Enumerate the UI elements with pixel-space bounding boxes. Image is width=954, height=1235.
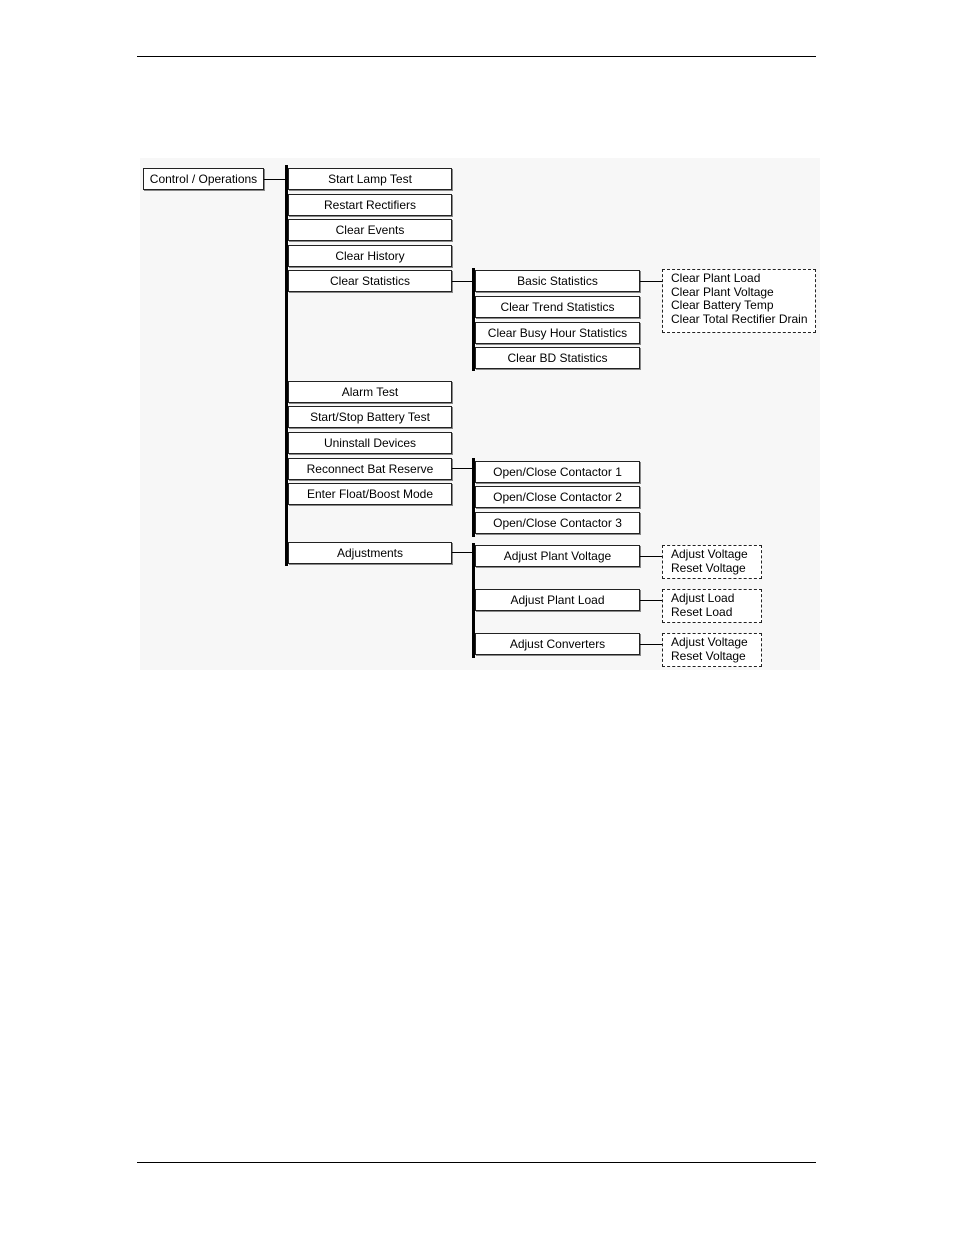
node-label: Open/Close Contactor 1 bbox=[493, 465, 622, 479]
node-clear-busy-hour-statistics bbox=[475, 322, 640, 344]
node-label: Clear Busy Hour Statistics bbox=[487, 326, 628, 340]
detail-item: Clear Battery Temp bbox=[671, 298, 774, 312]
connector-root bbox=[264, 179, 286, 180]
node-label: Restart Rectifiers bbox=[323, 198, 417, 212]
node-adjust-converters bbox=[475, 633, 640, 655]
detail-item: Clear Plant Load bbox=[671, 271, 761, 285]
details-adjust-plant-load bbox=[662, 589, 762, 623]
connector-adjustments bbox=[452, 552, 473, 553]
detail-item: Clear Plant Voltage bbox=[671, 284, 774, 299]
node-alarm-test bbox=[288, 381, 452, 403]
node-label: Adjustments bbox=[336, 546, 404, 560]
node-enter-float-boost-mode bbox=[288, 483, 452, 505]
details-basic-statistics bbox=[662, 269, 816, 333]
node-label: Control / Operations bbox=[149, 172, 258, 186]
node-adjust-plant-voltage bbox=[475, 545, 640, 567]
detail-item: Reset Load bbox=[671, 604, 733, 619]
node-basic-statistics bbox=[475, 270, 640, 292]
node-label: Enter Float/Boost Mode bbox=[306, 487, 434, 501]
node-reconnect-bat-reserve bbox=[288, 458, 452, 480]
node-label: Clear Statistics bbox=[329, 274, 411, 288]
detail-item: Reset Voltage bbox=[671, 648, 746, 663]
node-label: Clear BD Statistics bbox=[507, 351, 608, 365]
node-label: Open/Close Contactor 2 bbox=[493, 490, 622, 504]
node-label: Reconnect Bat Reserve bbox=[306, 462, 434, 476]
details-adjust-converters bbox=[662, 633, 762, 667]
node-start-stop-battery-test bbox=[288, 406, 452, 428]
header-rule bbox=[137, 56, 816, 57]
node-clear-trend-statistics bbox=[475, 296, 640, 318]
node-adjust-plant-load bbox=[475, 589, 640, 611]
detail-item: Clear Total Rectifier Drain bbox=[671, 311, 808, 326]
node-label: Alarm Test bbox=[341, 385, 399, 399]
node-start-lamp-test bbox=[288, 168, 452, 190]
footer-rule bbox=[137, 1162, 816, 1163]
node-label: Adjust Plant Load bbox=[510, 593, 605, 607]
node-uninstall-devices bbox=[288, 432, 452, 454]
node-label: Uninstall Devices bbox=[323, 436, 417, 450]
node-adjustments bbox=[288, 542, 452, 564]
connector-adjust-plant-load bbox=[640, 600, 662, 601]
node-label: Start/Stop Battery Test bbox=[310, 410, 430, 424]
node-label: Clear Trend Statistics bbox=[500, 300, 615, 314]
connector-basic-statistics bbox=[640, 281, 662, 282]
detail-item: Adjust Load bbox=[671, 591, 735, 605]
node-clear-history bbox=[288, 245, 452, 267]
node-label: Adjust Converters bbox=[509, 637, 606, 651]
node-label: Clear Events bbox=[335, 223, 405, 237]
node-open-close-contactor-3 bbox=[475, 512, 640, 534]
detail-item: Adjust Voltage bbox=[671, 547, 748, 561]
connector-clear-statistics bbox=[452, 281, 473, 282]
connector-adjust-plant-voltage bbox=[640, 556, 662, 557]
node-label: Start Lamp Test bbox=[328, 172, 412, 186]
node-label: Clear History bbox=[335, 249, 405, 263]
detail-item: Adjust Voltage bbox=[671, 635, 748, 649]
node-clear-statistics bbox=[288, 270, 452, 292]
node-label: Open/Close Contactor 3 bbox=[493, 516, 622, 530]
node-control-operations bbox=[143, 168, 264, 190]
node-restart-rectifiers bbox=[288, 194, 452, 216]
node-clear-bd-statistics bbox=[475, 347, 640, 369]
node-open-close-contactor-1 bbox=[475, 461, 640, 483]
connector-reconnect-bat-reserve bbox=[452, 468, 473, 469]
detail-item: Reset Voltage bbox=[671, 560, 746, 575]
node-clear-events bbox=[288, 219, 452, 241]
node-open-close-contactor-2 bbox=[475, 486, 640, 508]
details-adjust-plant-voltage bbox=[662, 545, 762, 579]
node-label: Adjust Plant Voltage bbox=[503, 549, 612, 563]
connector-adjust-converters bbox=[640, 644, 662, 645]
node-label: Basic Statistics bbox=[517, 274, 598, 288]
